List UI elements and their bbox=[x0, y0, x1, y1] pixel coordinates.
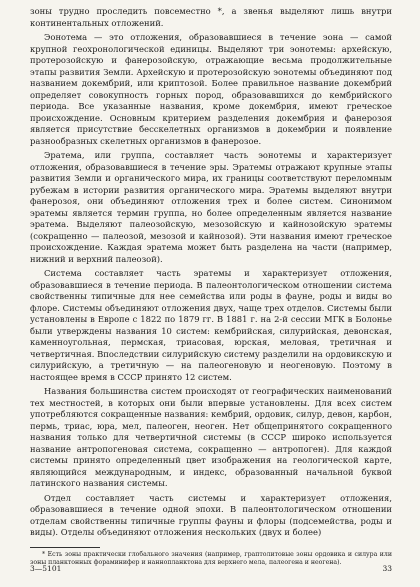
page-number: 33 bbox=[382, 564, 392, 573]
footnote-divider bbox=[30, 547, 100, 548]
paragraph-system-names: Названия большинства систем происходят от географических наименований тех местностей, в которых они были впервые установлены. Для всех систем употребляются сокращенные названия: кембрий, ордовик, силур, девон, карбон, пермь, триас, юра, мел, палеоген, неоген. Нет общепринятого сокращенного названия только для четвертичной системы (в СССР широко используется название антропогеновая система, сокращенно — антропоген). Для каждой системы принято определенный цвет изображения на геологической карте, являющийся международным, и индекс, образованный начальной буквой латинского названия системы. bbox=[30, 386, 392, 488]
printer-signature: 3—5101 bbox=[30, 564, 62, 573]
paragraph-erathem: Эратема, или группа, составляет часть эонотемы и характеризует отложения, образовавшиеся в течение эры. Эратемы отражают крупные этапы развития Земли и органического мира, их границы соответствуют переломным рубежам в истории развития органического мира. Эратемы выделяют внутри фанерозоя, они объединяют отложения трех и более систем. Синонимом эратемы является термин группа, но более определенным является название эратема. Выделяют палеозойскую, мезозойскую и кайнозойскую эратемы (сокращенно — палеозой, мезозой и кайнозой). Эти названия имеют греческое происхождение. Каждая эратема может быть разделена на части (например, нижний и верхний палеозой). bbox=[30, 150, 392, 264]
paragraph-series: Отдел составляет часть системы и характеризует отложения, образовавшиеся в течение одной эпохи. В палеонтологическом отношении отделам свойственны типичные группы фауны и флоры (подсемейства, роды и виды). Отделы объединяют отложения нескольких (двух и более) bbox=[30, 492, 392, 537]
page-footer bbox=[30, 564, 392, 573]
footnote: * Есть зоны практически глобального значения (например, граптолитовые зоны ордовика и силура или зоны планктонных фораминифер и наннопланктона для верхнего мела, палеогена и неогена). bbox=[30, 550, 392, 566]
paragraph-continuation: зоны трудно проследить повсеместно *, а звенья выделяют лишь внутри континентальных отложений. bbox=[30, 6, 392, 28]
paragraph-system: Система составляет часть эратемы и характеризует отложения, образовавшиеся в течение периода. В палеонтологическом отношении система свойственны типичные для нее семейства или роды в фауне, роды и виды во флоре. Системы объединяют отложения двух, чаще трех отделов. Системы были установлены в Европе с 1822 по 1879 гг. В 1881 г. на 2-й сессии МГК в Болонье были утверждены названия 10 систем: кембрийская, силурийская, девонская, каменноугольная, пермская, триасовая, юрская, меловая, третичная и четвертичная. Впоследствии силурийскую систему разделили на ордовикскую и силурийскую, а третичную — на палеогеновую и неогеновую. Поэтому в настоящее время в СССР принято 12 систем. bbox=[30, 268, 392, 382]
paragraph-eonothem: Эонотема — это отложения, образовавшиеся в течение эона — самой крупной геохронологической единицы. Выделяют три эонотемы: архейскую, протерозойскую и фанерозойскую, отражающие весьма продолжительные этапы развития Земли. Архейскую и протерозойскую эонотемы объединяют под названием докембрий, или криптозой. Более правильное название докембрий определяет совокупность горных пород, образовавшихся до кембрийского периода. Все указанные названия, кроме докембрия, имеют греческое происхождение. Основным критерием разделения докембрия и фанерозоя является присутствие бесскелетных организмов в докембрии и появление разнообразных скелетных организмов в фанерозое. bbox=[30, 32, 392, 146]
